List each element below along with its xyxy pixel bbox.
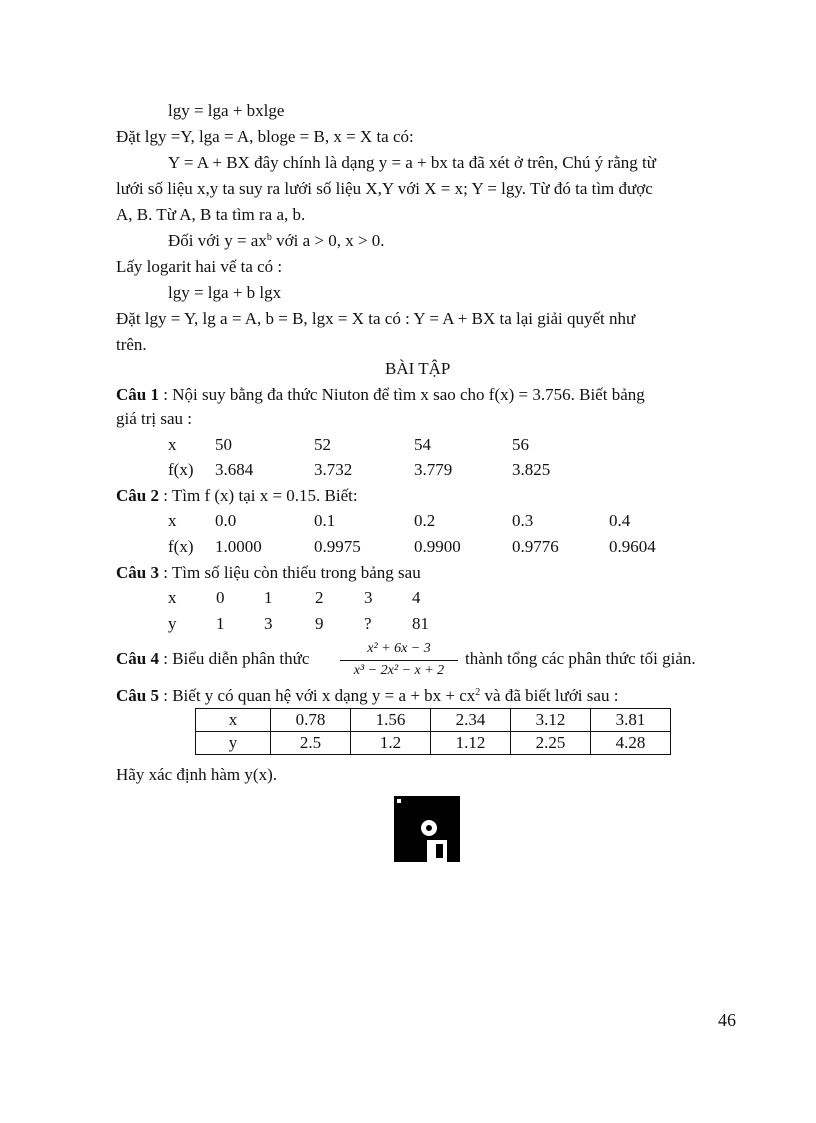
- cell: 0: [216, 588, 225, 607]
- superscript: 2: [475, 687, 481, 698]
- fraction-denominator: x³ − 2x² − x + 2: [353, 663, 445, 678]
- cell: 81: [412, 614, 429, 633]
- formula-line: lgy = lga + b lgx: [168, 283, 282, 302]
- question-label: Câu 1: [116, 385, 159, 404]
- row-label: f(x): [168, 460, 194, 479]
- question-text: Hãy xác định hàm y(x).: [116, 765, 277, 784]
- question-text: : Nội suy bằng đa thức Niuton để tìm x sao cho f(x) = 3.756. Biết bảng: [158, 385, 645, 404]
- table-cell: 2.34: [431, 709, 511, 732]
- cell: 56: [512, 435, 529, 454]
- cell: 54: [414, 435, 431, 454]
- question-text: : Tìm f (x) tại x = 0.15. Biết:: [158, 486, 358, 505]
- row-label: x: [168, 435, 177, 454]
- row-label: x: [196, 709, 271, 732]
- text-line: A, B. Từ A, B ta tìm ra a, b.: [116, 205, 306, 224]
- cell: 3.779: [414, 460, 453, 479]
- row-label: f(x): [168, 537, 194, 556]
- cell: 0.2: [414, 511, 436, 530]
- cell: 0.9900: [414, 537, 461, 556]
- fraction: [338, 640, 460, 680]
- cell: 0.0: [215, 511, 237, 530]
- question-5: [116, 685, 618, 707]
- superscript: b: [266, 232, 272, 243]
- cell: 1: [216, 614, 225, 633]
- cell: 0.3: [512, 511, 534, 530]
- cell: 0.9776: [512, 537, 559, 556]
- cell: 9: [315, 614, 324, 633]
- cell: 50: [215, 435, 232, 454]
- text-line: [168, 230, 385, 252]
- floppy-disk-icon: [394, 796, 460, 862]
- text-part: Đối với y = ax: [168, 231, 267, 250]
- table-cell: 3.12: [511, 709, 591, 732]
- text-line: trên.: [116, 335, 147, 354]
- cell: 0.9604: [609, 537, 656, 556]
- cell: 3.684: [215, 460, 254, 479]
- table-cell: 0.78: [271, 709, 351, 732]
- question-1: [116, 384, 645, 406]
- cell: 3.732: [314, 460, 353, 479]
- cell: 3: [264, 614, 273, 633]
- question-text: và đã biết lưới sau :: [480, 686, 619, 705]
- text-line: Đặt lgy = Y, lg a = A, b = B, lgx = X ta có : Y = A + BX ta lại giải quyết như: [116, 309, 636, 328]
- row-label: y: [168, 614, 177, 633]
- cell: 3.825: [512, 460, 551, 479]
- cell: 4: [412, 588, 421, 607]
- formula-line: lgy = lga + bxlge: [168, 101, 285, 120]
- cell: 0.4: [609, 511, 631, 530]
- row-label: x: [168, 511, 177, 530]
- cell: 0.9975: [314, 537, 361, 556]
- table-cell: 1.12: [431, 732, 511, 755]
- cell: 52: [314, 435, 331, 454]
- fraction-bar: [340, 660, 458, 661]
- fraction-numerator: x² + 6x − 3: [367, 641, 431, 656]
- question-text: : Biểu diễn phân thức: [158, 649, 310, 668]
- question-3: [116, 562, 421, 584]
- cell: 2: [315, 588, 324, 607]
- question-label: Câu 3: [116, 563, 159, 582]
- cell: 1: [264, 588, 273, 607]
- table-row: [196, 709, 671, 732]
- table-cell: 2.25: [511, 732, 591, 755]
- text-line: Lấy logarit hai vế ta có :: [116, 257, 283, 276]
- table-cell: 2.5: [271, 732, 351, 755]
- cell: 0.1: [314, 511, 336, 530]
- question-4: [116, 648, 309, 670]
- page-number: 46: [718, 1010, 736, 1030]
- question-label: Câu 4: [116, 649, 159, 668]
- question-text: giá trị sau :: [116, 409, 193, 428]
- question-text: : Biết y có quan hệ với x dạng y = a + bx + cx: [158, 686, 476, 705]
- table-cell: 1.56: [351, 709, 431, 732]
- cell: 3: [364, 588, 373, 607]
- text-part: với a > 0, x > 0.: [271, 231, 385, 250]
- question-2: [116, 485, 358, 507]
- row-label: y: [196, 732, 271, 755]
- table-cell: 4.28: [591, 732, 671, 755]
- text-line: Đặt lgy =Y, lga = A, bloge = B, x = X ta có:: [116, 127, 414, 146]
- question-text: : Tìm số liệu còn thiếu trong bảng sau: [158, 563, 421, 582]
- table-cell: 3.81: [591, 709, 671, 732]
- cell: ?: [364, 614, 372, 633]
- question-label: Câu 2: [116, 486, 159, 505]
- text-line: lưới số liệu x,y ta suy ra lưới số liệu X,Y với X = x; Y = lgy. Từ đó ta tìm được: [116, 179, 653, 198]
- cell: 1.0000: [215, 537, 262, 556]
- text-line: Y = A + BX đây chính là dạng y = a + bx ta đã xét ở trên, Chú ý rằng từ: [168, 153, 656, 172]
- row-label: x: [168, 588, 177, 607]
- section-heading: BÀI TẬP: [385, 359, 451, 378]
- question-label: Câu 5: [116, 686, 159, 705]
- data-table: [195, 708, 671, 755]
- question-text: thành tổng các phân thức tối giản.: [465, 649, 696, 668]
- table-cell: 1.2: [351, 732, 431, 755]
- table-row: [196, 732, 671, 755]
